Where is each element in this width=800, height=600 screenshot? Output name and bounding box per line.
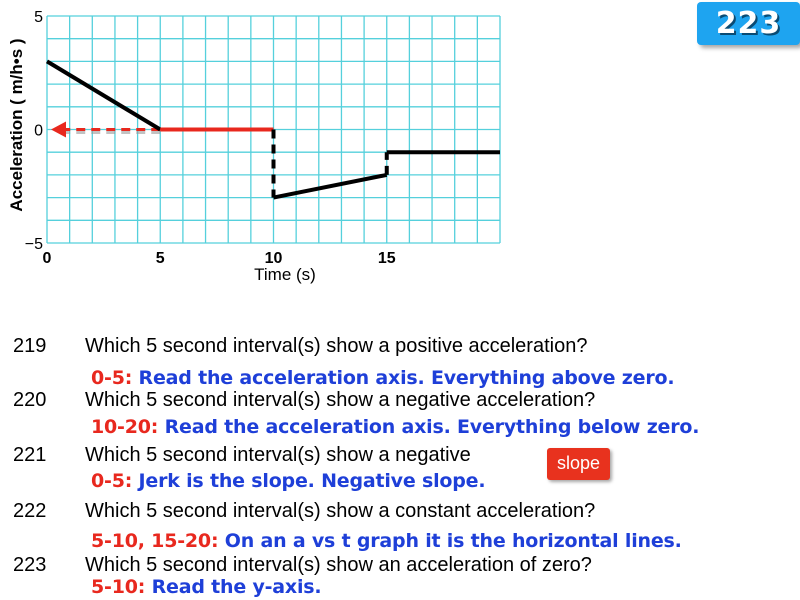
answer-line (91, 366, 674, 390)
y-axis-label: Acceleration ( m/h•s ) (7, 38, 26, 212)
answer-key: 10-20: (91, 416, 159, 438)
answer-line (91, 529, 682, 553)
question-number: 223 (13, 554, 47, 576)
x-tick-label: 10 (264, 250, 283, 267)
question-number: 221 (13, 444, 47, 466)
slope-tag: slope (547, 448, 610, 480)
series-line (47, 61, 160, 129)
question-number: 220 (13, 389, 47, 411)
question-number: 219 (13, 335, 47, 357)
answer-key: 5-10, 15-20: (91, 530, 219, 552)
y-tick-label: −5 (24, 236, 43, 253)
answer-key: 0-5: (91, 470, 133, 492)
x-axis-label: Time (s) (254, 265, 316, 284)
slide-number-badge: 223 (697, 2, 800, 45)
answer-explanation: On an a vs t graph it is the horizontal lines. (224, 530, 682, 552)
question-text: Which 5 second interval(s) show a constant acceleration? (85, 500, 596, 522)
series-line (274, 175, 387, 198)
answer-explanation: Read the y-axis. (151, 576, 322, 598)
x-tick-label: 15 (377, 250, 396, 267)
y-tick-label: 5 (34, 9, 43, 26)
answer-explanation: Read the acceleration axis. Everything below zero. (164, 416, 700, 438)
answer-line (91, 415, 699, 439)
answer-key: 0-5: (91, 367, 133, 389)
x-tick-label: 0 (42, 250, 52, 267)
question-text: Which 5 second interval(s) show a negative acceleration? (85, 389, 596, 411)
question-text: Which 5 second interval(s) show a positive acceleration? (85, 335, 588, 357)
x-tick-label: 5 (155, 250, 165, 267)
answer-key: 5-10: (91, 576, 146, 598)
chart-ticks (25, 9, 396, 267)
answer-line (91, 575, 321, 599)
answer-explanation: Read the acceleration axis. Everything above zero. (138, 367, 675, 389)
answer-line (91, 469, 485, 493)
y-tick-label: 0 (34, 122, 43, 140)
answer-explanation: Jerk is the slope. Negative slope. (138, 470, 486, 492)
question-number: 222 (13, 500, 47, 522)
question-text: Which 5 second interval(s) show an acceleration of zero? (85, 554, 592, 576)
question-text: Which 5 second interval(s) show a negative (85, 444, 471, 466)
arrow-head (51, 122, 66, 138)
